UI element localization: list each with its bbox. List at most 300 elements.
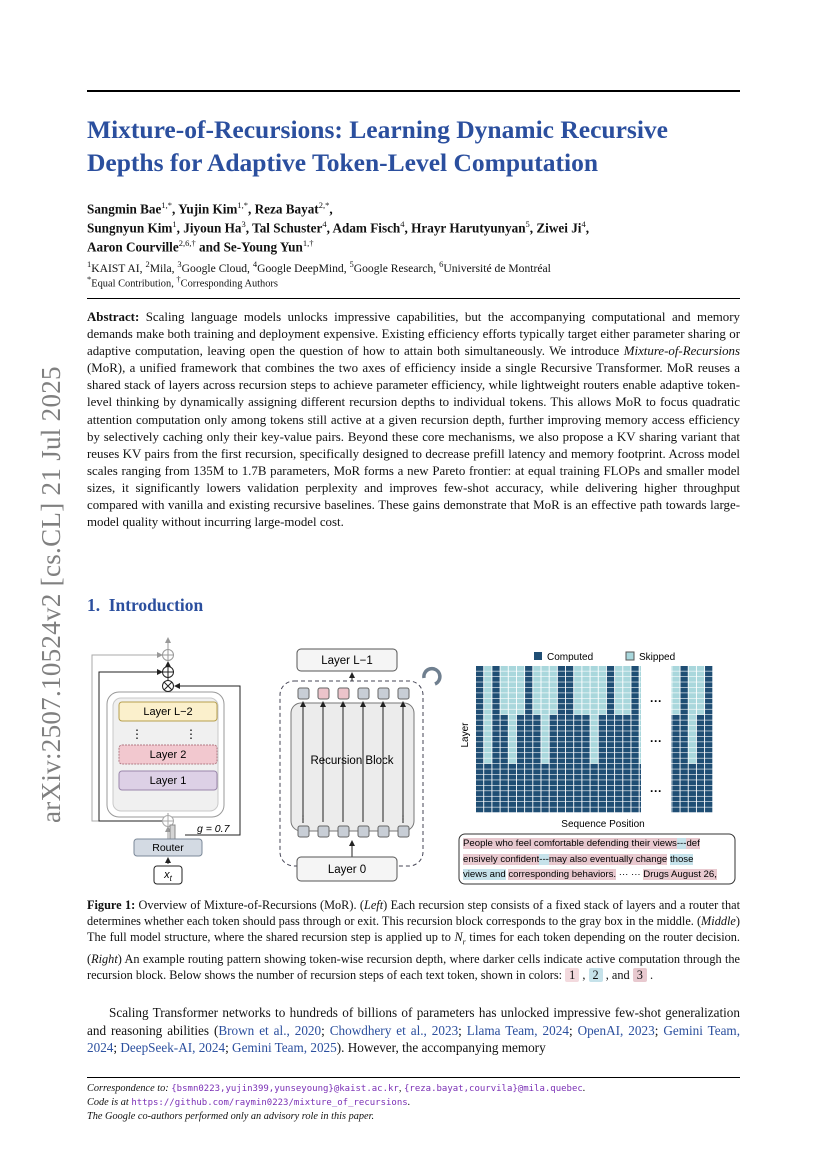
routing-cell: [615, 682, 622, 687]
routing-cell: [697, 688, 704, 693]
routing-cell: [509, 780, 516, 785]
routing-cell: [582, 802, 589, 807]
routing-cell: [697, 764, 704, 769]
routing-cell: [558, 807, 565, 812]
routing-cell: [631, 666, 638, 671]
layer-last-label: Layer L−1: [321, 655, 373, 667]
footnote-correspondence: Correspondence to: {bsmn0223,yujin399,yunseyoung}@kaist.ac.kr, {reza.bayat,courvila}@mila.quebec.: [87, 1083, 586, 1094]
routing-cell: [566, 710, 573, 715]
routing-cell: [623, 758, 630, 763]
routing-cell: [476, 786, 483, 791]
routing-cell: [681, 742, 688, 747]
routing-cell: [697, 791, 704, 796]
routing-cell: [631, 671, 638, 676]
routing-cell: [492, 758, 499, 763]
routing-cell: [607, 769, 614, 774]
routing-cell: [476, 764, 483, 769]
routing-cell: [517, 780, 524, 785]
routing-cell: [558, 677, 565, 682]
routing-cell: [533, 682, 540, 687]
routing-cell: [681, 780, 688, 785]
x-axis-label: Sequence Position: [561, 819, 645, 830]
routing-cell: [574, 780, 581, 785]
routing-cell: [681, 715, 688, 720]
routing-cell: [566, 693, 573, 698]
routing-cell: [631, 720, 638, 725]
routing-cell: [582, 748, 589, 753]
routing-cell: [550, 666, 557, 671]
routing-cell: [492, 780, 499, 785]
routing-cell: [558, 666, 565, 671]
routing-cell: [599, 731, 606, 736]
routing-cell: [509, 704, 516, 709]
routing-cell: [484, 710, 491, 715]
routing-cell: [697, 753, 704, 758]
dots: ⋮: [298, 814, 308, 824]
routing-cell: [631, 797, 638, 802]
routing-cell: [509, 753, 516, 758]
recursion-block-label: Recursion Block: [310, 755, 394, 767]
routing-cell: [631, 807, 638, 812]
abstract-rule: [87, 298, 740, 299]
routing-cell: [623, 704, 630, 709]
routing-cell: [517, 671, 524, 676]
legend-skipped-swatch: [626, 652, 634, 660]
routing-cell: [607, 699, 614, 704]
routing-cell: [541, 780, 548, 785]
routing-cell: [631, 726, 638, 731]
routing-cell: [607, 753, 614, 758]
routing-cell: [681, 764, 688, 769]
routing-cell: [574, 671, 581, 676]
routing-cell: [558, 758, 565, 763]
routing-cell: [550, 753, 557, 758]
routing-cell: [599, 786, 606, 791]
routing-cell: [631, 758, 638, 763]
routing-cell: [599, 742, 606, 747]
routing-cell: [558, 693, 565, 698]
routing-cell: [501, 731, 508, 736]
routing-cell: [631, 742, 638, 747]
routing-cell: [615, 791, 622, 796]
routing-cell: [509, 726, 516, 731]
routing-cell: [533, 753, 540, 758]
routing-cell: [525, 715, 532, 720]
routing-cell: [574, 731, 581, 736]
citation[interactable]: DeepSeek-AI, 2024: [120, 1040, 226, 1055]
routing-cell: [574, 666, 581, 671]
routing-cell: [517, 797, 524, 802]
routing-cell: [533, 775, 540, 780]
routing-cell: [541, 715, 548, 720]
routing-cell: [550, 671, 557, 676]
routing-cell: [476, 791, 483, 796]
layer-2-label: Layer 2: [149, 749, 187, 761]
routing-cell: [615, 699, 622, 704]
routing-cell: [501, 802, 508, 807]
routing-cell: [681, 807, 688, 812]
routing-cell: [533, 677, 540, 682]
citation[interactable]: OpenAI, 2023: [577, 1022, 655, 1038]
routing-cell: [697, 731, 704, 736]
routing-cell: [599, 769, 606, 774]
routing-cell: [705, 731, 712, 736]
routing-cell: [492, 764, 499, 769]
routing-cell: [541, 666, 548, 671]
routing-cell: [681, 693, 688, 698]
routing-cell: [492, 704, 499, 709]
routing-cell: [517, 775, 524, 780]
routing-cell: [681, 758, 688, 763]
routing-cell: [574, 699, 581, 704]
routing-cell: [705, 726, 712, 731]
routing-cell: [591, 710, 598, 715]
router-gate-value: g = 0.7: [197, 823, 230, 835]
routing-cell: [615, 797, 622, 802]
routing-cell: [476, 753, 483, 758]
routing-cell: [525, 764, 532, 769]
citation[interactable]: Gemini Team, 2025: [232, 1040, 337, 1055]
routing-cell: [509, 671, 516, 676]
routing-cell: [697, 693, 704, 698]
routing-cell: [550, 720, 557, 725]
routing-cell: [533, 710, 540, 715]
routing-cell: [541, 737, 548, 742]
routing-cell: [541, 710, 548, 715]
routing-cell: [533, 791, 540, 796]
email-link[interactable]: {bsmn0223,yujin399,yunseyoung}@kaist.ac.kr: [171, 1084, 399, 1094]
routing-cell: [476, 677, 483, 682]
routing-cell: [615, 710, 622, 715]
routing-cell: [533, 731, 540, 736]
arxiv-identifier[interactable]: arXiv:2507.10524v2 [cs.CL] 21 Jul 2025: [36, 366, 66, 823]
routing-cell: [550, 715, 557, 720]
routing-cell: [689, 720, 696, 725]
routing-cell: [697, 720, 704, 725]
routing-cell: [697, 715, 704, 720]
routing-cell: [550, 737, 557, 742]
routing-cell: [558, 791, 565, 796]
routing-cell: [509, 666, 516, 671]
routing-cell: [517, 715, 524, 720]
routing-cell: [623, 671, 630, 676]
routing-cell: [476, 726, 483, 731]
routing-cell: [558, 720, 565, 725]
routing-cell: [574, 693, 581, 698]
recursion-block: [291, 703, 414, 831]
routing-cell: [517, 802, 524, 807]
routing-cell: [599, 737, 606, 742]
routing-cell: [558, 775, 565, 780]
routing-cell: [623, 753, 630, 758]
routing-cell: [607, 677, 614, 682]
routing-cell: [582, 737, 589, 742]
routing-cell: [566, 715, 573, 720]
routing-cell: [672, 791, 679, 796]
routing-cell: [533, 786, 540, 791]
routing-cell: [509, 764, 516, 769]
routing-cell: [615, 780, 622, 785]
routing-cell: [582, 693, 589, 698]
routing-cell: [623, 688, 630, 693]
routing-cell: [501, 775, 508, 780]
routing-cell: [615, 693, 622, 698]
routing-cell: [541, 704, 548, 709]
routing-cell: [574, 704, 581, 709]
routing-cell: [672, 693, 679, 698]
citation[interactable]: Gemini Team, 2024: [87, 1022, 740, 1055]
routing-cell: [533, 758, 540, 763]
routing-cell: [525, 682, 532, 687]
routing-cell: [591, 671, 598, 676]
dots: ⋮: [398, 814, 408, 824]
routing-cell: [476, 699, 483, 704]
routing-cell: [509, 693, 516, 698]
routing-cell: [681, 666, 688, 671]
routing-cell: [599, 748, 606, 753]
routing-cell: [591, 797, 598, 802]
footnote-code: Code is at https://github.com/raymin0223/mixture_of_recursions.: [87, 1097, 411, 1108]
routing-cell: [550, 726, 557, 731]
routing-cell: [681, 802, 688, 807]
routing-cell: [672, 715, 679, 720]
routing-cell: [607, 710, 614, 715]
routing-cell: [607, 775, 614, 780]
routing-cell: [533, 688, 540, 693]
routing-cell: [525, 742, 532, 747]
routing-cell: [525, 780, 532, 785]
routing-cell: [533, 748, 540, 753]
code-link[interactable]: https://github.com/raymin0223/mixture_of_recursions: [131, 1098, 408, 1108]
routing-cell: [550, 693, 557, 698]
routing-cell: [705, 758, 712, 763]
routing-cell: [631, 704, 638, 709]
routing-cell: [672, 748, 679, 753]
legend-computed-swatch: [534, 652, 542, 660]
routing-cell: [509, 742, 516, 747]
routing-cell: [550, 764, 557, 769]
routing-cell: [492, 786, 499, 791]
routing-cell: [484, 769, 491, 774]
routing-cell: [582, 715, 589, 720]
routing-cell: [501, 720, 508, 725]
routing-cell: [517, 737, 524, 742]
routing-cell: [689, 780, 696, 785]
routing-cell: [681, 704, 688, 709]
routing-cell: [591, 764, 598, 769]
full-model-diagram: [280, 649, 440, 881]
routing-cell: [615, 802, 622, 807]
routing-cell: [681, 775, 688, 780]
routing-cell: [591, 737, 598, 742]
routing-cell: [615, 758, 622, 763]
routing-cell: [631, 764, 638, 769]
routing-cell: [681, 769, 688, 774]
routing-cell: [484, 758, 491, 763]
routing-cell: [631, 693, 638, 698]
routing-cell: [484, 737, 491, 742]
routing-cell: [476, 731, 483, 736]
routing-cell: [541, 699, 548, 704]
routing-cell: [550, 758, 557, 763]
routing-cell: [697, 758, 704, 763]
routing-cell: [501, 737, 508, 742]
routing-cell: [525, 786, 532, 791]
routing-cell: [509, 682, 516, 687]
routing-cell: [591, 720, 598, 725]
routing-cell: [582, 742, 589, 747]
author-line-1: Sangmin Bae$^{1,*}$, Yujin Kim$^{1,*}$, Reza Bayat$^{2,*}$,: [87, 200, 333, 217]
routing-cell: [697, 666, 704, 671]
routing-cell: [697, 704, 704, 709]
routing-cell: [566, 671, 573, 676]
routing-cell: [484, 666, 491, 671]
routing-cell: [550, 780, 557, 785]
routing-cell: [541, 720, 548, 725]
routing-cell: [492, 666, 499, 671]
routing-cell: [574, 688, 581, 693]
routing-cell: [615, 720, 622, 725]
routing-cell: [582, 753, 589, 758]
routing-cell: [550, 802, 557, 807]
section-heading: 1. Introduction: [87, 595, 204, 615]
routing-cell: [517, 742, 524, 747]
routing-cell: [558, 764, 565, 769]
routing-cell: [631, 753, 638, 758]
routing-cell: [574, 720, 581, 725]
routing-cell: [509, 748, 516, 753]
routing-cell: [574, 710, 581, 715]
routing-cell: [705, 704, 712, 709]
routing-cell: [509, 786, 516, 791]
routing-cell: [582, 720, 589, 725]
grid-ellipsis: ···: [650, 694, 662, 708]
routing-cell: [705, 769, 712, 774]
email-link[interactable]: {reza.bayat,courvila}@mila.quebec: [404, 1084, 583, 1094]
routing-cell: [558, 726, 565, 731]
routing-cell: [492, 791, 499, 796]
routing-cell: [558, 797, 565, 802]
citation[interactable]: Brown et al., 2020: [218, 1022, 322, 1038]
routing-cell: [574, 791, 581, 796]
routing-cell: [509, 688, 516, 693]
routing-cell: [681, 786, 688, 791]
routing-cell: [558, 704, 565, 709]
routing-cell: [484, 807, 491, 812]
routing-cell: [501, 726, 508, 731]
routing-cell: [566, 780, 573, 785]
routing-cell: [541, 791, 548, 796]
routing-cell: [574, 753, 581, 758]
routing-cell: [615, 731, 622, 736]
routing-cell: [697, 710, 704, 715]
routing-cell: [566, 666, 573, 671]
routing-cell: [533, 742, 540, 747]
routing-cell: [574, 677, 581, 682]
routing-cell: [591, 715, 598, 720]
routing-cell: [681, 688, 688, 693]
routing-cell: [550, 682, 557, 687]
routing-cell: [566, 753, 573, 758]
routing-cell: [591, 688, 598, 693]
routing-cell: [631, 715, 638, 720]
routing-cell: [607, 786, 614, 791]
routing-cell: [599, 780, 606, 785]
citation[interactable]: Chowdhery et al., 2023: [329, 1022, 459, 1038]
routing-cell: [550, 704, 557, 709]
routing-cell: [705, 677, 712, 682]
routing-cell: [705, 786, 712, 791]
routing-cell: [582, 780, 589, 785]
routing-cell: [681, 726, 688, 731]
routing-cell: [705, 699, 712, 704]
routing-cell: [484, 704, 491, 709]
routing-cell: [517, 688, 524, 693]
routing-cell: [681, 720, 688, 725]
token-top-row: [298, 688, 409, 699]
routing-cell: [705, 797, 712, 802]
routing-cell: [689, 682, 696, 687]
routing-cell: [599, 715, 606, 720]
routing-cell: [533, 671, 540, 676]
routing-cell: [541, 688, 548, 693]
routing-cell: [509, 677, 516, 682]
routing-cell: [631, 682, 638, 687]
routing-cell: [591, 769, 598, 774]
routing-cell: [631, 731, 638, 736]
routing-cell: [476, 797, 483, 802]
routing-cell: [623, 720, 630, 725]
routing-cell: [623, 710, 630, 715]
routing-cell: [672, 666, 679, 671]
routing-cell: [501, 748, 508, 753]
routing-cell: [501, 715, 508, 720]
routing-cell: [541, 748, 548, 753]
routing-cell: [525, 797, 532, 802]
routing-cell: [525, 704, 532, 709]
routing-cell: [484, 748, 491, 753]
routing-cell: [697, 786, 704, 791]
routing-cell: [582, 710, 589, 715]
citation[interactable]: Llama Team, 2024: [466, 1022, 569, 1038]
routing-cell: [501, 797, 508, 802]
routing-cell: [705, 666, 712, 671]
routing-cell: [672, 802, 679, 807]
routing-cell: [599, 710, 606, 715]
routing-cell: [599, 699, 606, 704]
routing-cell: [476, 748, 483, 753]
routing-cell: [574, 769, 581, 774]
routing-cell: [591, 704, 598, 709]
routing-cell: [631, 769, 638, 774]
routing-cell: [541, 802, 548, 807]
routing-cell: [689, 671, 696, 676]
routing-cell: [533, 764, 540, 769]
routing-cell: [533, 720, 540, 725]
routing-cell: [631, 802, 638, 807]
routing-cell: [533, 693, 540, 698]
routing-cell: [582, 671, 589, 676]
routing-cell: [476, 775, 483, 780]
routing-cell: [689, 688, 696, 693]
routing-cell: [550, 742, 557, 747]
routing-cell: [476, 780, 483, 785]
routing-cell: [591, 682, 598, 687]
routing-cell: [681, 737, 688, 742]
routing-cell: [541, 758, 548, 763]
routing-cell: [591, 726, 598, 731]
routing-cell: [517, 666, 524, 671]
